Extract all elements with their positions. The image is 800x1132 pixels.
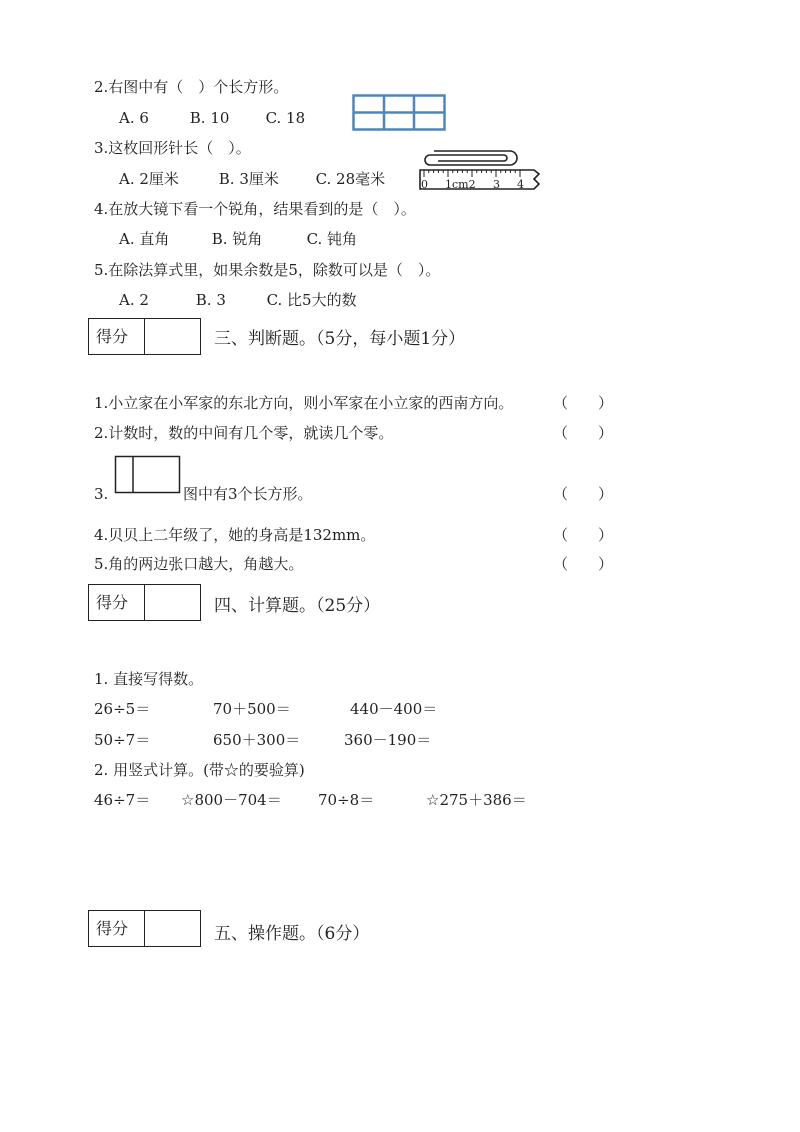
q4-stem: 4.在放大镜下看一个锐角，结果看到的是（ ）。: [94, 200, 416, 218]
judge-item-2: 2.计数时，数的中间有几个零，就读几个零。: [94, 424, 394, 442]
judge-answer-3[interactable]: （ ）: [553, 485, 614, 503]
q2-option-a[interactable]: A. 6: [119, 109, 149, 127]
q4-option-a[interactable]: A. 直角: [119, 230, 170, 248]
calc-sub2-heading: 2. 用竖式计算。(带☆的要验算): [94, 761, 305, 779]
score-label-cell: [89, 585, 145, 620]
q2-option-b[interactable]: B. 10: [189, 109, 230, 127]
judge-item-4: 4.贝贝上二年级了，她的身高是132mm。: [94, 526, 376, 544]
q4-option-b[interactable]: B. 锐角: [211, 230, 263, 248]
calc-item-275plus386: ☆275＋386＝: [426, 791, 527, 809]
q2-options: [119, 111, 305, 126]
score-box-section5: [88, 910, 201, 947]
calc-item-440minus400: 440－400＝: [350, 700, 438, 718]
q3-option-c[interactable]: C. 28毫米: [315, 170, 386, 188]
q4-options: [119, 232, 357, 247]
section3-title: 三、判断题。（5分，每小题1分）: [214, 329, 466, 349]
q5-stem: 5.在除法算式里，如果余数是5，除数可以是（ ）。: [94, 261, 441, 279]
calc-item-26div5: 26÷5＝: [94, 700, 151, 718]
score-box-section3: [88, 318, 201, 355]
judge-item-5: 5.角的两边张口越大，角越大。: [94, 555, 304, 573]
judge-answer-4[interactable]: （ ）: [553, 526, 614, 544]
calc-item-650plus300: 650＋300＝: [213, 731, 301, 749]
ruler-label-0: 0: [421, 178, 428, 191]
calc-item-800minus704: ☆800－704＝: [181, 791, 282, 809]
calc-item-360minus190: 360－190＝: [344, 731, 432, 749]
calc-item-50div7: 50÷7＝: [94, 731, 151, 749]
score-label-cell: [89, 911, 145, 946]
score-box-section4: [88, 584, 201, 621]
q2-stem: 2.右图中有（ ）个长方形。: [94, 78, 289, 96]
judge-item-1: 1.小立家在小军家的东北方向，则小军家在小立家的西南方向。: [94, 394, 514, 412]
calc-item-46div7: 46÷7＝: [94, 791, 151, 809]
q5-option-b[interactable]: B. 3: [195, 291, 226, 309]
section4-title: 四、计算题。（25分）: [214, 596, 381, 616]
judge-answer-2[interactable]: （ ）: [553, 424, 614, 442]
judge-item-3-number: 3.: [94, 485, 109, 503]
judge-answer-1[interactable]: （ ）: [553, 394, 614, 412]
q5-option-c[interactable]: C. 比5大的数: [266, 291, 357, 309]
q3-options: [119, 172, 385, 187]
judge-item-3-text: 图中有3个长方形。: [183, 485, 313, 503]
calc-item-70div8: 70÷8＝: [318, 791, 375, 809]
calc-sub1-heading: 1. 直接写得数。: [94, 670, 204, 688]
judge-answer-5[interactable]: （ ）: [553, 555, 614, 573]
q2-option-c[interactable]: C. 18: [265, 109, 306, 127]
q3-option-b[interactable]: B. 3厘米: [218, 170, 279, 188]
score-label-cell: [89, 319, 145, 354]
q5-option-a[interactable]: A. 2: [119, 291, 149, 309]
paperclip-ruler-figure: [418, 143, 542, 195]
ruler-label-1cm2: 1cm2: [445, 178, 476, 191]
rectangle-grid-figure: [352, 94, 447, 132]
score-label: 得分: [96, 593, 129, 612]
section5-title: 五、操作题。（6分）: [214, 924, 370, 944]
q5-options: [119, 293, 357, 308]
calc-item-70plus500: 70＋500＝: [213, 700, 291, 718]
rectangle-split-figure: [114, 455, 182, 495]
q3-option-a[interactable]: A. 2厘米: [119, 170, 179, 188]
score-label: 得分: [96, 327, 129, 346]
score-label: 得分: [96, 919, 129, 938]
ruler-label-3: 3: [493, 178, 500, 191]
q3-stem: 3.这枚回形针长（ ）。: [94, 139, 251, 157]
ruler-label-4: 4: [517, 178, 524, 191]
q4-option-c[interactable]: C. 钝角: [306, 230, 358, 248]
